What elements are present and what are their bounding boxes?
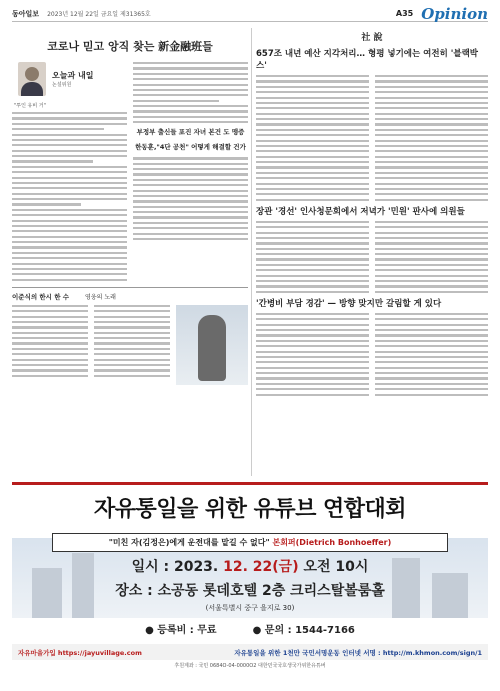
ad-place: 장소 : 소공동 롯데호텔 2층 크리스탈볼룸홀 xyxy=(115,583,385,599)
ad-quote-author: 본회퍼(Dietrich Bonhoeffer) xyxy=(272,538,392,547)
article-body-text xyxy=(133,157,248,240)
poem-text xyxy=(12,305,88,385)
editorial-body-text xyxy=(375,313,488,396)
article-pull-quote: 한동훈,"4단 공천" 어떻게 해결할 건가 xyxy=(135,143,246,152)
article-body-text xyxy=(133,62,248,123)
editorial-body-text xyxy=(256,313,369,396)
editorial-body-text xyxy=(375,75,488,201)
poem-header xyxy=(12,292,248,301)
date-line: 2023년 12월 22일 금요일 제31365호 xyxy=(47,11,151,18)
ad-address: (서울특별시 중구 을지로 30) xyxy=(205,604,295,612)
article-subhead: 부정부 출신들 포진 자녀 본건 도 맹증 xyxy=(136,128,245,137)
ad-top-rule xyxy=(12,482,488,485)
author-photo xyxy=(18,62,46,96)
editorial-headline: '간병비 부담 경감' — 방향 맞지만 갈림할 게 있다 xyxy=(256,298,442,309)
ad-footer-join-link[interactable]: 자유마을가입 https://jayuvillage.com xyxy=(18,648,142,657)
column-article xyxy=(12,38,248,476)
ad-title: 자유통일을 위한 유튜브 연합대회 xyxy=(93,497,406,522)
author-column-name: 오늘과 내일 xyxy=(52,71,94,80)
ad-contact: ● 문의 : 1544-7166 xyxy=(252,625,355,636)
advertisement xyxy=(12,486,488,672)
editorial-label: 社 說 xyxy=(361,33,383,43)
editorial-headline: 657조 내년 예산 지각처리… 형평 넣기에는 여전히 '블랙박스' xyxy=(256,49,478,71)
ad-details xyxy=(12,544,488,636)
page-header xyxy=(12,6,488,22)
editorial-body-text xyxy=(256,221,369,293)
ad-quote xyxy=(52,533,448,552)
editorial-body-text xyxy=(375,221,488,293)
column-title: 코로나 믿고 앙직 찾는 新金融班들 xyxy=(47,40,213,53)
ad-time: 일시 : 2023. 12. 22(금) 오전 10시 xyxy=(131,559,369,575)
author-role: 논설위원 xyxy=(52,82,72,88)
statue-photo xyxy=(176,305,248,385)
ad-footer-sign-link[interactable]: 자유통일을 위한 1천만 국민서명운동 인터넷 서명 : http://m.khmon.com/sign/1 xyxy=(234,648,482,657)
section-divider xyxy=(12,287,248,288)
page-number: A35 xyxy=(395,9,414,18)
editorial-column xyxy=(256,30,488,476)
ad-entry-fee: ● 등록비 : 무료 xyxy=(145,625,217,636)
article-body-text xyxy=(12,112,127,281)
article-lead: "투인 유비 거" xyxy=(14,103,46,109)
masthead: 동아일보 xyxy=(12,9,40,18)
ad-quote-text: "미친 자(김정은)에게 운전대를 맡길 수 없다" xyxy=(108,538,270,547)
poem-title: 영웅의 노래 xyxy=(85,293,116,301)
editorial-headline: 장관 '경선' 인사청문회에서 저녁가 '민원' 판사에 의원들 xyxy=(256,206,465,217)
poem-column-label: 이준식의 한시 한 수 xyxy=(12,292,70,301)
ad-info xyxy=(12,621,488,636)
author-box xyxy=(18,62,127,96)
ad-footer xyxy=(12,644,488,660)
poem-commentary xyxy=(94,305,170,385)
ad-donation-line: 후원계좌 : 국민 0684O-04-0000O2 대한민국국호생국가위한유튜버 xyxy=(174,663,326,669)
column-divider xyxy=(251,28,252,476)
section-label: Opinion xyxy=(421,4,488,23)
editorial-body-text xyxy=(256,75,369,201)
